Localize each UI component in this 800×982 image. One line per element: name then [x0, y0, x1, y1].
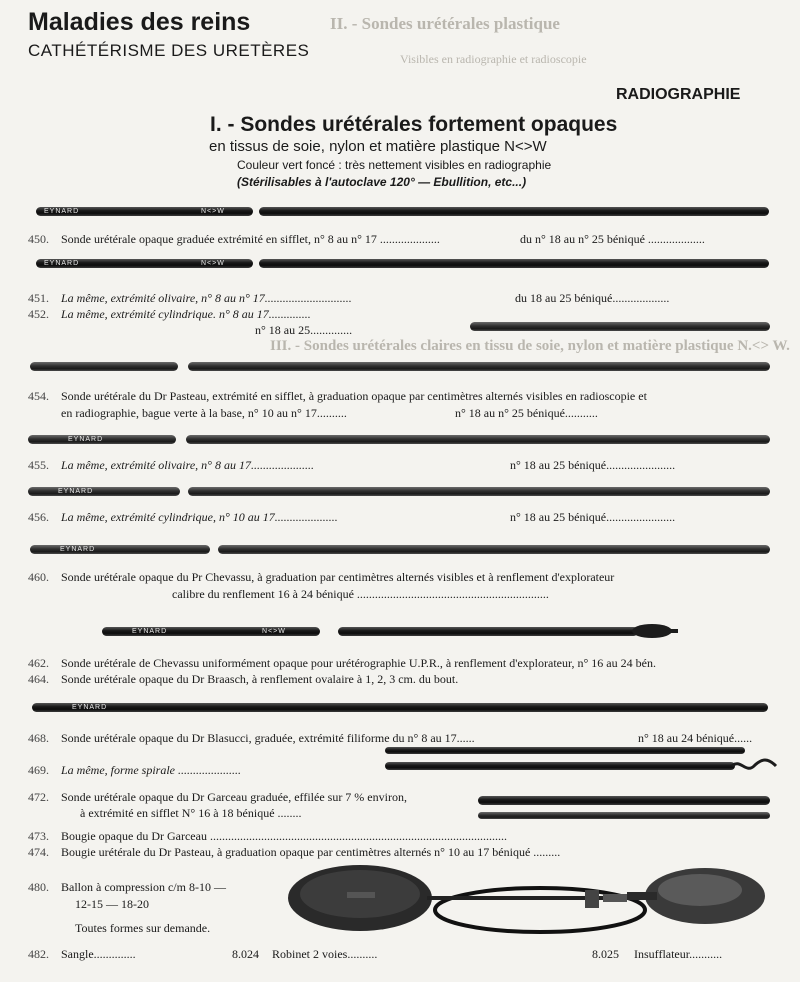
section-description: en tissus de soie, nylon et matière plastique N<>W [209, 138, 547, 155]
page-subtitle: CATHÉTÉRISME DES URETÈRES [28, 41, 310, 60]
section-sterilization-note: (Stérilisables à l'autoclave 120° — Ebullition, etc...) [237, 175, 527, 189]
catalog-item-480-line2: 12-15 — 18-20 [75, 897, 149, 911]
catalog-item-455: 455. La même, extrémité olivaire, n° 8 au 17..................... [28, 458, 314, 472]
catalog-item-482: 482. Sangle.............. [28, 947, 136, 961]
catalog-item-464: 464. Sonde urétérale opaque du Dr Braasch, à renflement ovalaire à 1, 2, 3 cm. du bout. [28, 672, 459, 686]
catheter-452-illustration [470, 322, 770, 331]
catalog-item-472-line2: à extrémité en sifflet N° 16 à 18 béniqué ........ [80, 806, 302, 820]
catheter-451-tip [259, 259, 769, 268]
catalog-item-469: 469. La même, forme spirale ..................... [28, 763, 241, 777]
catalog-item-8025-name: Insufflateur........... [634, 947, 723, 961]
catalog-item-454-right: n° 18 au n° 25 béniqué........... [455, 406, 598, 420]
catalog-item-451-right: du 18 au 25 béniqué................... [515, 291, 670, 305]
catalog-item-460-line2: calibre du renflement 16 à 24 béniqué ................................................................ [172, 587, 549, 601]
spiral-tip-icon [730, 756, 780, 776]
catheter-460-illustration: EYNARD [30, 545, 210, 554]
section-color-note: Couleur vert foncé : très nettement visibles en radiographie [237, 158, 552, 172]
page-title: Maladies des reins [28, 8, 251, 36]
catalog-item-456: 456. La même, extrémité cylindrique, n° 10 au 17..................... [28, 510, 338, 524]
bleed-heading-3: III. - Sondes urétérales claires en tissu de soie, nylon et matière plastique N.<> W. [270, 338, 790, 354]
catalog-item-468: 468. Sonde urétérale opaque du Dr Blasucci, graduée, extrémité filiforme du n° 8 au 17...... [28, 731, 475, 745]
catheter-455-illustration: EYNARD [28, 435, 176, 444]
catheter-468-illustration [385, 747, 745, 754]
catheter-455-tip [186, 435, 770, 444]
catalog-item-452: 452. La même, extrémité cylindrique. n° 8 au 17.............. [28, 307, 311, 321]
bleed-line-1: Visibles en radiographie et radioscopie [400, 52, 587, 66]
catheter-456-illustration: EYNARD [28, 487, 180, 496]
catheter-469-illustration [385, 762, 735, 770]
catheter-460-tip [218, 545, 770, 554]
catalog-item-480: 480. Ballon à compression c/m 8-10 — [28, 880, 226, 894]
catheter-462-bulb-icon [630, 620, 680, 642]
catalog-item-462: 462. Sonde urétérale de Chevassu uniformément opaque pour urétérographie U.P.R., à renflement d'explorateur, n° 16 au 24 bén. [28, 656, 656, 670]
catalog-item-468-right: n° 18 au 24 béniqué...... [638, 731, 753, 745]
bleed-heading-2: II. - Sondes urétérales plastique [330, 14, 560, 33]
catalog-item-451: 451. La même, extrémité olivaire, n° 8 au n° 17............................. [28, 291, 352, 305]
catalog-item-472: 472. Sonde urétérale opaque du Dr Garceau graduée, effilée sur 7 % environ, [28, 790, 407, 804]
catheter-brand-label: EYNARD [44, 208, 80, 215]
catalog-item-473: 473. Bougie opaque du Dr Garceau ................................................................................................... [28, 829, 507, 843]
catalog-item-460: 460. Sonde urétérale opaque du Pr Chevassu, à graduation par centimètres alternés visibles et à renflement d'explorateur [28, 570, 615, 584]
category-label: RADIOGRAPHIE [616, 86, 741, 103]
catalog-item-452-sub: n° 18 au 25.............. [255, 323, 353, 337]
catheter-450-tip [259, 207, 769, 216]
catheter-451-illustration: EYNARD N<>W [36, 259, 253, 268]
catalog-item-450-right: du n° 18 au n° 25 béniqué ................... [520, 232, 705, 246]
catheter-456-tip [188, 487, 770, 496]
catalog-item-455-right: n° 18 au 25 béniqué....................... [510, 458, 676, 472]
catheter-454-tip [188, 362, 770, 371]
catheter-472-illustration [478, 796, 770, 805]
catalog-item-454-line2: en radiographie, bague verte à la base, n° 10 au n° 17.......... [61, 406, 347, 420]
catheter-454-illustration [30, 362, 178, 371]
catalog-item-8025-code: 8.025 [592, 947, 619, 961]
catalog-item-8024-code: 8.024 [232, 947, 259, 961]
catheter-450-illustration [36, 207, 253, 216]
catalog-item-454: 454. Sonde urétérale du Dr Pasteau, extrémité en sifflet, à graduation opaque par centimètres alternés visibles en radioscopie et [28, 389, 647, 403]
catheter-462-tip [338, 627, 638, 636]
catalog-item-474: 474. Bougie urétérale du Dr Pasteau, à graduation opaque par centimètres alternés n° 10 au 17 béniqué ......... [28, 845, 561, 859]
compression-balloon-illustration [285, 860, 785, 950]
catheter-462-illustration: EYNARD N<>W [102, 627, 320, 636]
catalog-item-8024-name: Robinet 2 voies.......... [272, 947, 378, 961]
section-title: I. - Sondes urétérales fortement opaques [210, 113, 618, 136]
availability-note: Toutes formes sur demande. [75, 921, 211, 935]
catalog-item-456-right: n° 18 au 25 béniqué....................... [510, 510, 676, 524]
catalog-item-450: 450. Sonde urétérale opaque graduée extrémité en sifflet, n° 8 au n° 17 .................... [28, 232, 440, 246]
catheter-472-tip [478, 812, 770, 819]
catheter-464-illustration: EYNARD [32, 703, 768, 712]
catheter-mark-label: N<>W [201, 208, 225, 215]
